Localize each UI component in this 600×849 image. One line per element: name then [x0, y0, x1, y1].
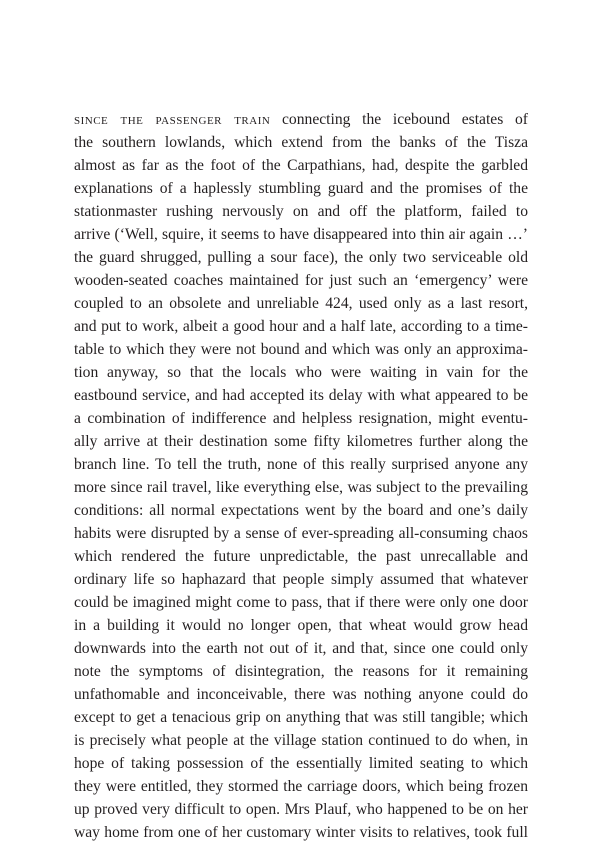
text-line: downwards into the earth not out of it, and that, since one could only — [74, 640, 528, 657]
text-line: arrive (‘Well, squire, it seems to have disappeared into thin air again …’ — [74, 226, 528, 243]
text-line: which rendered the future unpredictable, the past unrecallable and — [74, 548, 528, 565]
text-line: table to which they were not bound and which was only an approxima- — [74, 341, 528, 358]
small-caps-lead-in: since the passenger train — [74, 111, 271, 128]
text-line: conditions: all normal expectations went by the board and one’s daily — [74, 502, 528, 519]
text-line: coupled to an obsolete and unreliable 424, used only as a last resort, — [74, 295, 528, 312]
text-line: habits were disrupted by a sense of ever-spreading all-consuming chaos — [74, 525, 528, 542]
text-line: in a building it would no longer open, that wheat would grow head — [74, 617, 528, 634]
text-line: a combination of indifference and helpless resignation, might eventu- — [74, 410, 528, 427]
text-line: eastbound service, and had accepted its delay with what appeared to be — [74, 387, 528, 404]
text-line — [74, 108, 528, 131]
text-line: could be imagined might come to pass, that if there were only one door — [74, 594, 528, 611]
text-line: explanations of a haplessly stumbling guard and the promises of the — [74, 180, 528, 197]
text-line: the guard shrugged, pulling a sour face), the only two serviceable old — [74, 249, 528, 266]
text-line: unfathomable and inconceivable, there was nothing anyone could do — [74, 686, 528, 703]
text-line: way home from one of her customary winter visits to relatives, took full — [74, 824, 528, 841]
text-line: note the symptoms of disintegration, the reasons for it remaining — [74, 663, 528, 680]
text-line: except to get a tenacious grip on anything that was still tangible; which — [74, 709, 528, 726]
text-line: the southern lowlands, which extend from the banks of the Tisza — [74, 134, 528, 151]
text-line: is precisely what people at the village station continued to do when, in — [74, 732, 528, 749]
text-line: almost as far as the foot of the Carpathians, had, despite the garbled — [74, 157, 528, 174]
text-line: more since rail travel, like everything else, was subject to the prevailing — [74, 479, 528, 496]
text-line: hope of taking possession of the essentially limited seating to which — [74, 755, 528, 772]
book-page — [74, 108, 528, 844]
text-line: tion anyway, so that the locals who were waiting in vain for the — [74, 364, 528, 381]
text-line: branch line. To tell the truth, none of this really surprised anyone any — [74, 456, 528, 473]
text-line: they were entitled, they stormed the carriage doors, which being frozen — [74, 778, 528, 795]
text-line: stationmaster rushing nervously on and off the platform, failed to — [74, 203, 528, 220]
text-line: and put to work, albeit a good hour and a half late, according to a time- — [74, 318, 528, 335]
text-line: ally arrive at their destination some fifty kilometres further along the — [74, 433, 528, 450]
text-line: up proved very difficult to open. Mrs Plauf, who happened to be on her — [74, 801, 528, 818]
text-line: ordinary life so haphazard that people simply assumed that whatever — [74, 571, 528, 588]
first-line-text: connecting the icebound estates of — [282, 111, 528, 128]
text-line: wooden-seated coaches maintained for just such an ‘emergency’ were — [74, 272, 528, 289]
